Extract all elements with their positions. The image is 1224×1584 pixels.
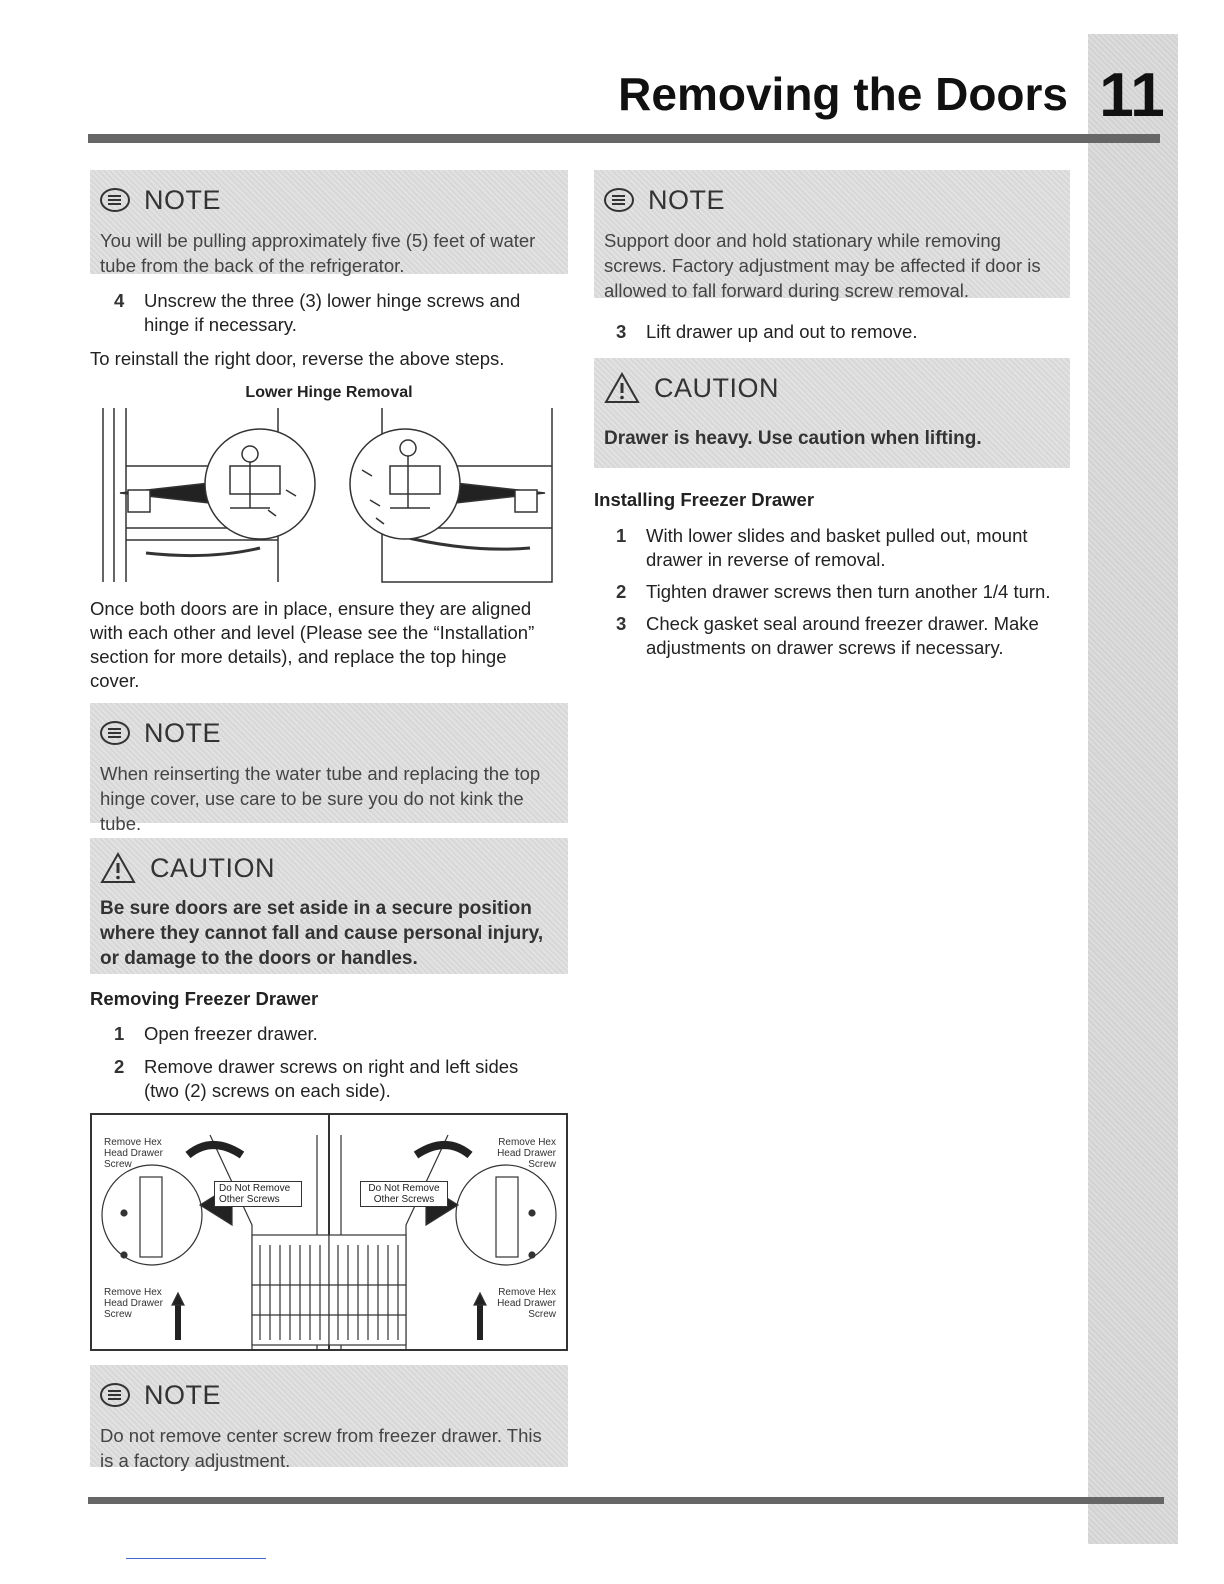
note-text: You will be pulling approximately five (5) feet of water tube from the back of the refrigerator. <box>100 230 536 276</box>
doors-aligned-text: Once both doors are in place, ensure they are aligned with each other and level (Please see the “Installation” section for more details), and replace the top hinge cover. <box>90 598 535 691</box>
label-remove-hex-top-right: Remove Hex Head Drawer Screw <box>497 1137 556 1170</box>
caution-box-heavy-drawer <box>594 358 1070 468</box>
caution-text: Be sure doors are set aside in a secure position where they cannot fall and cause personal injury, or damage to the doors or handles. <box>100 898 544 969</box>
bottom-rule <box>88 1497 1164 1504</box>
note-text: Do not remove center screw from freezer drawer. This is a factory adjustment. <box>100 1425 542 1471</box>
lower-hinge-removal-illustration <box>100 408 556 584</box>
note-label: NOTE <box>144 184 222 215</box>
note-label: NOTE <box>648 184 726 215</box>
reinstall-text: To reinstall the right door, reverse the above steps. <box>90 348 505 369</box>
note-icon <box>100 188 130 212</box>
installing-freezer-drawer-heading: Installing Freezer Drawer <box>594 489 815 510</box>
caution-label: CAUTION <box>654 372 779 403</box>
note-label: NOTE <box>144 1379 222 1410</box>
page-number: 11 <box>1099 61 1165 130</box>
footer-link-line <box>126 1558 266 1559</box>
note-box-support-door <box>594 170 1070 301</box>
note-text: Support door and hold stationary while removing screws. Factory adjustment may be affected if door is allowed to fall forward during screw removal. <box>604 230 1041 301</box>
label-do-not-remove-right: Do Not Remove Other Screws <box>360 1181 448 1207</box>
label-remove-hex-top-left: Remove Hex Head Drawer Screw <box>104 1137 163 1170</box>
note-label: NOTE <box>144 717 222 748</box>
note-box-water-tube-kink <box>90 703 568 834</box>
caution-box-doors-aside <box>90 838 568 974</box>
note-box-center-screw <box>90 1365 568 1471</box>
removing-freezer-drawer-heading: Removing Freezer Drawer <box>90 988 319 1009</box>
note-box-water-tube <box>90 170 568 274</box>
freezer-drawer-screws-illustration <box>90 1113 568 1351</box>
note-icon <box>604 188 634 212</box>
page-sidebar-band <box>1088 34 1178 1544</box>
note-icon <box>100 721 130 745</box>
caution-triangle-icon <box>604 372 640 404</box>
caution-text: Drawer is heavy. Use caution when lifting. <box>604 428 982 449</box>
note-text: When reinserting the water tube and replacing the top hinge cover, use care to be sure you do not kink the tube. <box>100 763 541 834</box>
label-do-not-remove-left: Do Not Remove Other Screws <box>214 1181 302 1207</box>
page-title: Removing the Doors <box>618 68 1068 120</box>
note-icon <box>100 1383 130 1407</box>
caution-triangle-icon <box>100 852 136 884</box>
label-remove-hex-bottom-right: Remove Hex Head Drawer Screw <box>497 1287 556 1320</box>
label-remove-hex-bottom-left: Remove Hex Head Drawer Screw <box>104 1287 163 1320</box>
top-rule <box>88 134 1160 143</box>
caution-label: CAUTION <box>150 852 275 883</box>
figure-caption-lower-hinge: Lower Hinge Removal <box>245 384 413 401</box>
